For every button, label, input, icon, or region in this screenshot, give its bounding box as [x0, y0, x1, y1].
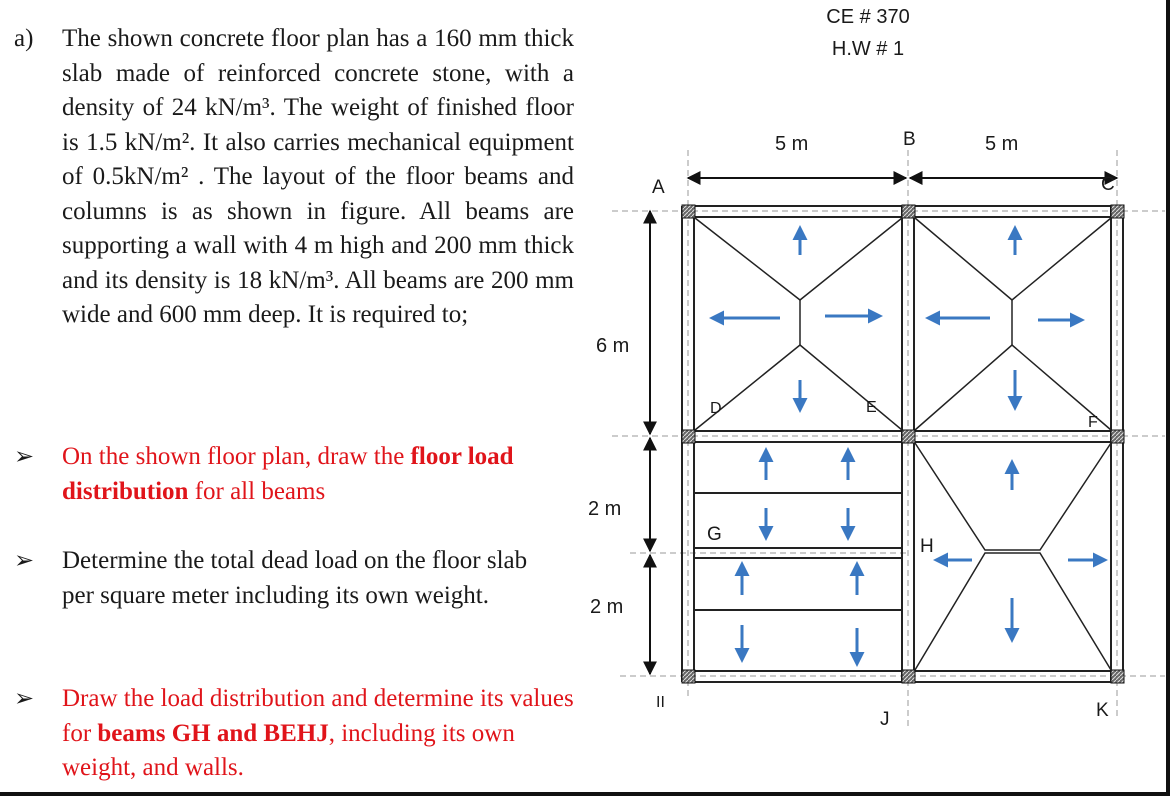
label-k: K [1096, 700, 1109, 721]
label-c: C [1101, 174, 1115, 195]
label-e: E [866, 399, 877, 416]
dim-span-left: 5 m [775, 133, 809, 155]
task-3-post: , including its own weight, and walls. [62, 719, 515, 781]
dim-height-mid: 2 m [588, 498, 622, 520]
task-1-post: for all beams [188, 477, 326, 505]
header-course: CE # 370 [826, 6, 910, 28]
problem-text: The shown concrete floor plan has a 160 mm thick slab made of reinforced concrete stone, with a density of 24 kN/m³. The weight of finished floor is 1.5 kN/m². It also carries mechanical equipment of 0.5kN/m² . The layout of the floor beams and columns is as shown in figure. All beams are supporting a wall with 4 m high and 200 mm thick and its density is 18 kN/m³. All beams are 200 mm wide and 600 mm deep. It is required to; [62, 25, 574, 328]
dim-height-top: 6 m [596, 335, 630, 357]
label-a: A [652, 177, 665, 198]
label-f: F [1088, 414, 1098, 431]
bullet-arrow-icon: ➢ [14, 686, 35, 712]
label-g: G [707, 524, 722, 545]
task-1-bold: floor load distribution [62, 443, 514, 505]
bullet-arrow-icon: ➢ [14, 444, 35, 470]
label-b: B [903, 129, 916, 150]
label-j: J [880, 709, 890, 730]
dim-span-right: 5 m [985, 133, 1019, 155]
label-h: H [920, 536, 934, 557]
label-i: II [656, 694, 665, 711]
task-3-text: Draw the load distribution and determine its values for [62, 685, 574, 747]
dimension-lines [650, 178, 1117, 674]
dim-height-bot: 2 m [590, 596, 624, 618]
bullet-arrow-icon: ➢ [14, 548, 35, 574]
task-1-text: On the shown floor plan, draw the [62, 443, 411, 470]
label-d: D [710, 400, 722, 417]
problem-label: a) [14, 25, 34, 52]
beams [682, 206, 1124, 682]
task-3-bold: beams GH and BEHJ [97, 719, 329, 747]
header-homework: H.W # 1 [831, 38, 905, 60]
task-2-text: Determine the total dead load on the floor slab per square meter including its own weight. [62, 547, 528, 609]
